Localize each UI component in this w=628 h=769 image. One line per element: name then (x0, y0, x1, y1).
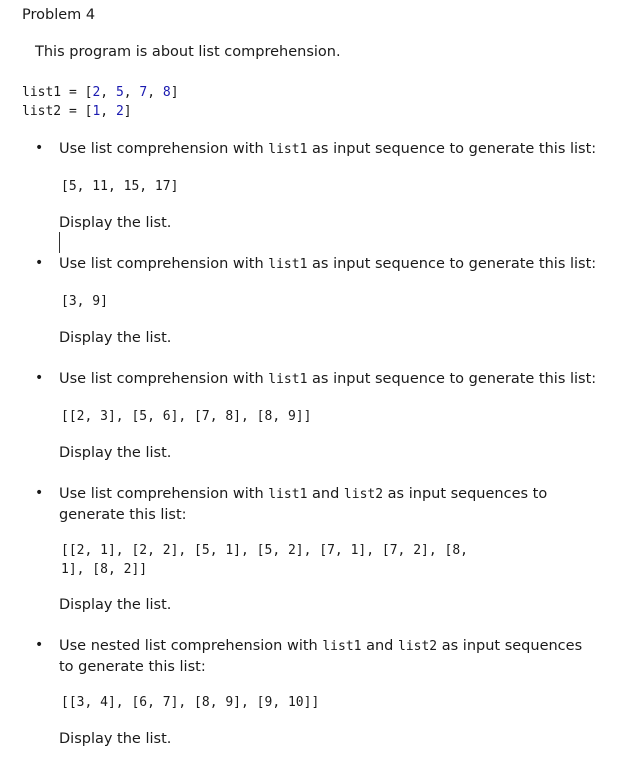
instruction-part: Use list comprehension with (59, 371, 269, 387)
display-instruction: Display the list. (59, 215, 172, 231)
assign-op: = (61, 104, 85, 119)
display-instruction: Display the list. (59, 731, 172, 747)
instruction-part: Use list comprehension with (59, 256, 269, 272)
code-block (22, 83, 179, 121)
instruction-text (59, 139, 604, 160)
var-name: list2 (22, 104, 62, 119)
instruction-text (59, 636, 599, 677)
bullet: • (35, 255, 44, 271)
text-cursor (59, 232, 60, 253)
result-line: 1], [8, 2]] (61, 562, 148, 577)
instruction-part: Use list comprehension with (59, 486, 269, 502)
instruction-part: and (361, 638, 398, 654)
display-instruction: Display the list. (59, 330, 172, 346)
intro-text: This program is about list comprehension. (35, 44, 341, 60)
instruction-part: and (307, 486, 344, 502)
inline-code: list2 (398, 639, 438, 654)
instruction-part: as input sequence to generate this list: (307, 256, 597, 272)
display-instruction: Display the list. (59, 445, 172, 461)
bracket: [ (84, 104, 93, 119)
problem-title: Problem 4 (22, 7, 96, 23)
instruction-part: as input sequences to generate this list: (59, 638, 583, 675)
display-instruction: Display the list. (59, 597, 172, 613)
inline-code: list1 (268, 372, 308, 387)
inline-code: list1 (268, 142, 308, 157)
inline-code: list2 (343, 487, 384, 502)
number: 7 (139, 85, 148, 100)
bullet: • (35, 140, 44, 156)
instruction-part: as input sequence to generate this list: (307, 371, 597, 387)
bracket: ] (123, 104, 132, 119)
bracket: ] (170, 85, 179, 100)
result-list: [5, 11, 15, 17] (61, 179, 179, 194)
number: 2 (92, 85, 101, 100)
instruction-part: Use nested list comprehension with (59, 638, 323, 654)
inline-code: list1 (268, 487, 308, 502)
result-list: [[2, 3], [5, 6], [7, 8], [8, 9]] (61, 409, 312, 424)
instruction-text (59, 484, 569, 525)
bracket: [ (84, 85, 93, 100)
bullet: • (35, 370, 44, 386)
bullet: • (35, 485, 44, 501)
result-list (61, 541, 601, 579)
number: 8 (162, 85, 171, 100)
number: 2 (115, 104, 124, 119)
bullet: • (35, 637, 44, 653)
inline-code: list1 (268, 257, 308, 272)
code-line-list1: list1 = [2, 5, 7, 8] (22, 85, 179, 100)
result-line: [[2, 1], [2, 2], [5, 1], [5, 2], [7, 1], [7, 2], [8, (61, 543, 468, 558)
result-list: [[3, 4], [6, 7], [8, 9], [9, 10]] (61, 695, 320, 710)
inline-code: list1 (322, 639, 362, 654)
number: 1 (92, 104, 101, 119)
code-line-list2: list2 = [1, 2] (22, 104, 132, 119)
var-name: list1 (22, 85, 62, 100)
instruction-part: as input sequence to generate this list: (307, 141, 597, 157)
assign-op: = (61, 85, 85, 100)
instruction-text (59, 254, 604, 275)
instruction-part: Use list comprehension with (59, 141, 269, 157)
result-list: [3, 9] (61, 294, 108, 309)
number: 5 (115, 85, 124, 100)
instruction-part: as input sequences to generate this list: (59, 486, 548, 523)
instruction-text (59, 369, 604, 390)
